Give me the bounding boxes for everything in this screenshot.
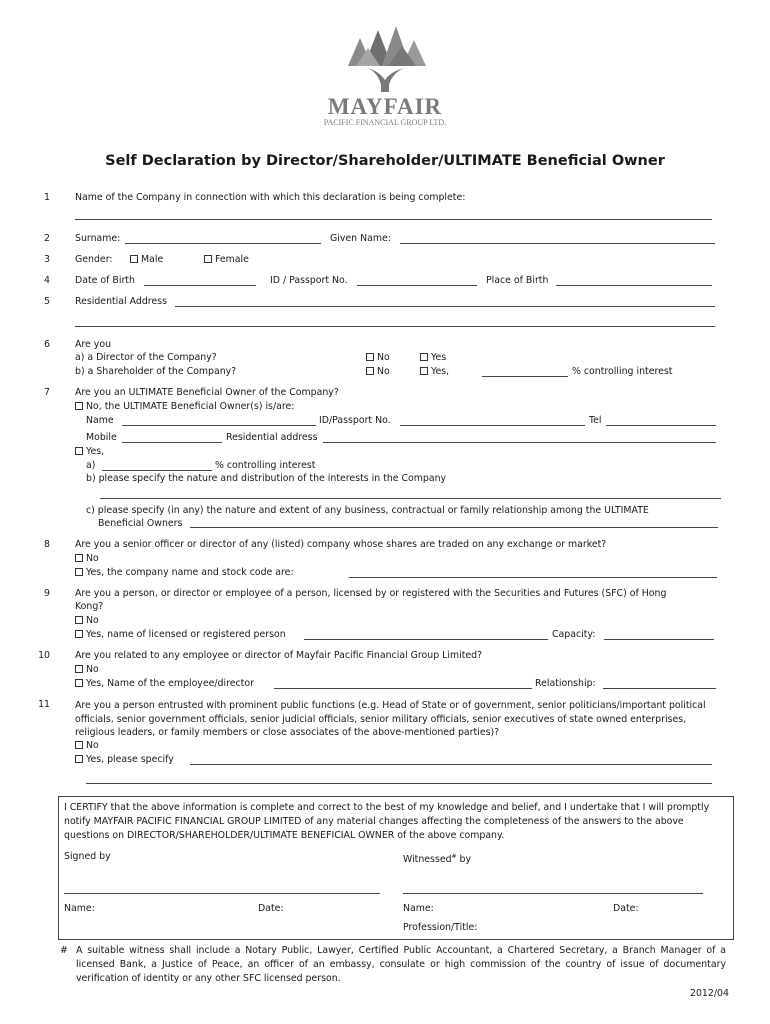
q10-yes-checkbox[interactable]: [75, 679, 83, 687]
company-name-field[interactable]: [75, 219, 712, 220]
q7c-label-line2: Beneficial Owners: [98, 518, 183, 529]
q11-yes-checkbox[interactable]: [75, 755, 83, 763]
q7c-label-line1: c) please specify (in any) the nature and extent of any business, contractual or family relationship among the ULTIMATE: [86, 505, 649, 516]
surname-field[interactable]: [125, 243, 321, 244]
id-passport-label: ID / Passport No.: [270, 275, 348, 286]
q6b-no-label: No: [377, 366, 390, 377]
place-of-birth-label: Place of Birth: [486, 275, 549, 286]
q7-id-label: ID/Passport No.: [319, 415, 391, 426]
logo-subtitle: PACIFIC FINANCIAL GROUP LTD.: [323, 118, 447, 127]
q10-number: 10: [38, 650, 50, 661]
q7-address-label: Residential address: [226, 432, 318, 443]
q8-no-label: No: [86, 553, 99, 564]
q7-mobile-label: Mobile: [86, 432, 117, 443]
id-passport-field[interactable]: [357, 285, 477, 286]
version-label: 2012/04: [690, 988, 729, 999]
q11-yes-option[interactable]: [75, 754, 174, 766]
witnessed-text: Witnessed: [403, 854, 452, 866]
q7a-suffix: % controlling interest: [215, 460, 316, 471]
q7-tel-field[interactable]: [606, 425, 716, 426]
q7-name-label: Name: [86, 415, 114, 426]
q6-number: 6: [44, 339, 50, 350]
q9-yes-option[interactable]: [75, 629, 286, 641]
q9-question-line1: Are you a person, or director or employee of a person, licensed by or registered with the Securities and Futures (SFC) of Hong: [75, 588, 667, 599]
q9-capacity-field[interactable]: [604, 639, 714, 640]
q10-employee-field[interactable]: [274, 688, 532, 689]
q9-no-label: No: [86, 615, 99, 626]
q9-licensed-person-field[interactable]: [304, 639, 548, 640]
surname-label: Surname:: [75, 233, 121, 244]
q7a-percent-field[interactable]: [102, 470, 212, 471]
q6b-yes-checkbox[interactable]: [420, 367, 428, 375]
q6b-yes-label: Yes,: [431, 366, 450, 377]
witness-mark: #: [451, 853, 457, 860]
q9-no-option[interactable]: [75, 615, 99, 627]
q11-specify-field-2[interactable]: [86, 783, 712, 784]
q8-yes-option[interactable]: [75, 567, 294, 579]
q11-no-label: No: [86, 740, 99, 751]
signer-name-label: Name:: [64, 903, 95, 914]
q6a-no-label: No: [377, 352, 390, 363]
given-name-field[interactable]: [400, 243, 715, 244]
q7-yes-option[interactable]: [75, 446, 104, 458]
q7-id-field[interactable]: [400, 425, 585, 426]
q7-name-field[interactable]: [122, 425, 316, 426]
q7b-field[interactable]: [100, 498, 721, 499]
q7-address-field[interactable]: [323, 442, 716, 443]
q7-yes-label: Yes,: [86, 446, 105, 457]
female-label: Female: [215, 254, 249, 265]
female-checkbox[interactable]: [204, 255, 212, 263]
q10-question: Are you related to any employee or director of Mayfair Pacific Financial Group Limited?: [75, 650, 483, 661]
q9-yes-label: Yes, name of licensed or registered person: [86, 629, 286, 640]
witness-name-label: Name:: [403, 903, 434, 914]
witness-date-label: Date:: [613, 903, 639, 914]
witness-signature-field[interactable]: [403, 893, 703, 894]
q6a-no-checkbox[interactable]: [366, 353, 374, 361]
q7-number: 7: [44, 387, 50, 398]
form-title: Self Declaration by Director/Shareholder/ULTIMATE Beneficial Owner: [105, 153, 665, 169]
residential-address-field[interactable]: [175, 306, 715, 307]
q6-intro: Are you: [75, 339, 112, 350]
gender-male-option[interactable]: [130, 254, 163, 266]
signer-date-label: Date:: [258, 903, 284, 914]
certification-text: I CERTIFY that the above information is complete and correct to the best of my knowledge and belief, and I undertake that I will promptly notify MAYFAIR PACIFIC FINANCIAL GROUP LIMITED of any material changes affecting the completeness of the answers to the above questions on DIRECTOR/SHAREHOLDER/ULTIMATE BENEFICIAL OWNER of the above company.: [64, 802, 710, 841]
gender-label: Gender:: [75, 254, 113, 265]
q5-number: 5: [44, 296, 50, 307]
q6b-no-checkbox[interactable]: [366, 367, 374, 375]
q8-yes-label: Yes, the company name and stock code are:: [86, 567, 294, 578]
residential-address-label: Residential Address: [75, 296, 167, 307]
q10-yes-label: Yes, Name of the employee/director: [86, 678, 254, 689]
male-checkbox[interactable]: [130, 255, 138, 263]
witness-profession-label: Profession/Title:: [403, 922, 478, 933]
footnote-mark: #: [60, 945, 68, 956]
witnessed-by-label: [403, 851, 471, 866]
q8-no-checkbox[interactable]: [75, 554, 83, 562]
q4-number: 4: [44, 275, 50, 286]
q3-number: 3: [44, 254, 50, 265]
q6a-yes-checkbox[interactable]: [420, 353, 428, 361]
q10-no-label: No: [86, 664, 99, 675]
q6b-label: b) a Shareholder of the Company?: [75, 366, 237, 377]
q7a-label: a): [86, 460, 96, 471]
q11-no-option[interactable]: [75, 740, 99, 752]
q9-capacity-label: Capacity:: [552, 629, 596, 640]
q9-question-line2: Kong?: [75, 601, 104, 612]
q9-yes-checkbox[interactable]: [75, 630, 83, 638]
signed-by-label: Signed by: [64, 851, 111, 862]
q10-relationship-label: Relationship:: [535, 678, 596, 689]
q9-no-checkbox[interactable]: [75, 616, 83, 624]
q6a-no-option[interactable]: [366, 352, 390, 364]
q7-yes-checkbox[interactable]: [75, 447, 83, 455]
q7-tel-label: Tel: [589, 415, 602, 426]
q6b-percent-field[interactable]: [482, 376, 568, 377]
q6b-yes-option[interactable]: [420, 366, 449, 378]
q7-no-checkbox[interactable]: [75, 402, 83, 410]
q11-specify-field[interactable]: [190, 764, 712, 765]
dob-label: Date of Birth: [75, 275, 135, 286]
q6a-label: a) a Director of the Company?: [75, 352, 217, 363]
dob-field[interactable]: [144, 285, 256, 286]
given-name-label: Given Name:: [330, 233, 391, 244]
q1-label: Name of the Company in connection with which this declaration is being complete:: [75, 192, 466, 203]
q6b-controlling-label: % controlling interest: [572, 366, 673, 377]
footnote-text: A suitable witness shall include a Notary Public, Lawyer, Certified Public Accountant, a Chartered Secretary, a Branch Manager of a licensed Bank, a Justice of Peace, an officer of an embassy, consulate or high commission of the country of issue of documentary verification of identity or any other SFC licensed person.: [76, 945, 726, 984]
q10-no-option[interactable]: [75, 664, 99, 676]
residential-address-field-2[interactable]: [75, 326, 715, 327]
q2-number: 2: [44, 233, 50, 244]
q6a-yes-option[interactable]: [420, 352, 446, 364]
q7-no-label: No, the ULTIMATE Beneficial Owner(s) is/are:: [86, 401, 295, 412]
place-of-birth-field[interactable]: [556, 285, 712, 286]
q6b-no-option[interactable]: [366, 366, 390, 378]
signature-field[interactable]: [64, 893, 380, 894]
q8-question: Are you a senior officer or director of any (listed) company whose shares are traded on any exchange or market?: [75, 539, 607, 550]
q10-no-checkbox[interactable]: [75, 665, 83, 673]
male-label: Male: [141, 254, 164, 265]
q10-yes-option[interactable]: [75, 678, 254, 690]
q7-question: Are you an ULTIMATE Beneficial Owner of the Company?: [75, 387, 339, 398]
q7-mobile-field[interactable]: [122, 442, 222, 443]
q8-no-option[interactable]: [75, 553, 99, 565]
q1-number: 1: [44, 192, 50, 203]
q7-no-option[interactable]: [75, 401, 294, 413]
q10-relationship-field[interactable]: [603, 688, 716, 689]
q11-no-checkbox[interactable]: [75, 741, 83, 749]
q7c-field[interactable]: [190, 527, 718, 528]
q9-number: 9: [44, 588, 50, 599]
witnessed-by-suffix: by: [456, 854, 472, 866]
q8-yes-checkbox[interactable]: [75, 568, 83, 576]
logo-name: MAYFAIR: [327, 94, 443, 119]
q11-yes-label: Yes, please specify: [86, 754, 174, 765]
q11-number: 11: [38, 699, 50, 710]
q11-question: Are you a person entrusted with prominent public functions (e.g. Head of State or of government, senior politicians/important political officials, senior government officials, senior judicial officials, senior military officials, senior executives of state owned enterprises, religious leaders, or family members or close associates of the above-mentioned parties)?: [75, 700, 706, 739]
q8-company-field[interactable]: [349, 577, 717, 578]
q7b-label: b) please specify the nature and distribution of the interests in the Company: [86, 473, 447, 484]
gender-female-option[interactable]: [204, 254, 249, 266]
q6a-yes-label: Yes: [431, 352, 447, 363]
q8-number: 8: [44, 539, 50, 550]
